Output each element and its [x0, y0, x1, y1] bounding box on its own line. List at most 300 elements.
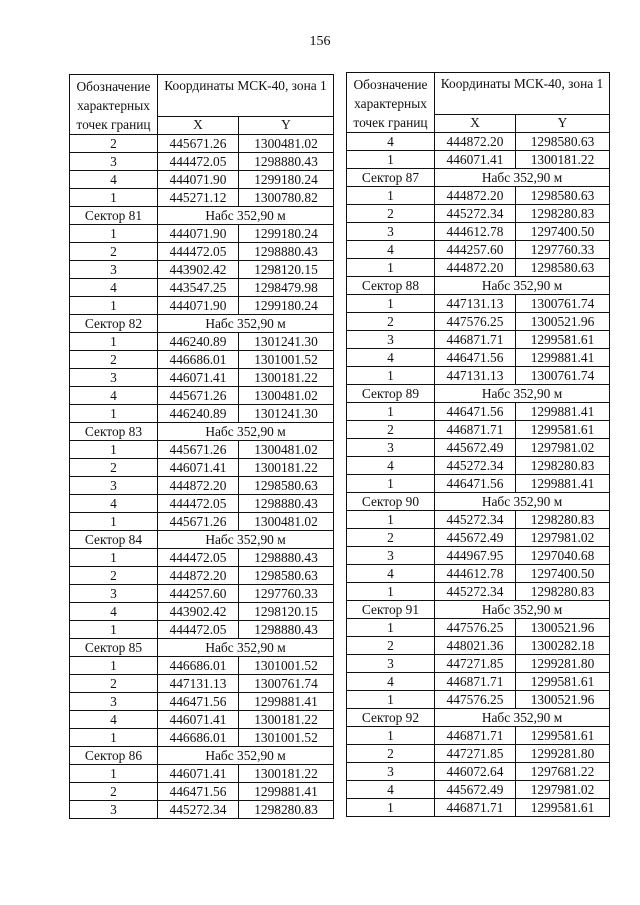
y-coordinate: 1300521.96 [516, 691, 610, 709]
y-coordinate: 1300181.22 [516, 151, 610, 169]
y-coordinate: 1300780.82 [239, 189, 334, 207]
x-coordinate: 444872.20 [435, 187, 516, 205]
sector-name: Сектор 83 [70, 423, 158, 441]
table-row [70, 261, 334, 279]
x-coordinate: 445271.12 [158, 189, 239, 207]
point-number: 4 [347, 673, 435, 691]
y-coordinate: 1297981.02 [516, 781, 610, 799]
y-coordinate: 1299281.80 [516, 745, 610, 763]
y-coordinate: 1298120.15 [239, 603, 334, 621]
x-coordinate: 444872.20 [158, 567, 239, 585]
y-coordinate: 1298580.63 [516, 187, 610, 205]
y-coordinate: 1298880.43 [239, 243, 334, 261]
table-row [347, 349, 610, 367]
x-coordinate: 444071.90 [158, 171, 239, 189]
table-row [70, 297, 334, 315]
x-coordinate: 445672.49 [435, 781, 516, 799]
height-value: Набс 352,90 м [435, 709, 610, 727]
point-number: 3 [347, 439, 435, 457]
x-coordinate: 443547.25 [158, 279, 239, 297]
point-number: 3 [347, 223, 435, 241]
y-coordinate: 1299881.41 [239, 693, 334, 711]
point-number: 1 [70, 729, 158, 747]
y-coordinate: 1299581.61 [516, 421, 610, 439]
y-coordinate: 1301241.30 [239, 333, 334, 351]
sector-row [70, 639, 334, 657]
point-number: 1 [70, 513, 158, 531]
table-row [347, 151, 610, 169]
coords-header: Координаты МСК-40, зона 1 [158, 75, 334, 117]
y-coordinate: 1299881.41 [239, 783, 334, 801]
point-number: 1 [70, 549, 158, 567]
y-coordinate: 1298880.43 [239, 621, 334, 639]
point-number: 1 [70, 333, 158, 351]
point-number: 2 [70, 459, 158, 477]
point-number: 4 [70, 711, 158, 729]
point-number: 2 [347, 529, 435, 547]
table-row [347, 583, 610, 601]
y-coordinate: 1299180.24 [239, 225, 334, 243]
point-number: 3 [70, 153, 158, 171]
table-row [70, 495, 334, 513]
x-coordinate: 444967.95 [435, 547, 516, 565]
y-coordinate: 1299881.41 [516, 403, 610, 421]
table-row [70, 153, 334, 171]
point-number: 1 [347, 259, 435, 277]
y-coordinate: 1297760.33 [239, 585, 334, 603]
height-value: Набс 352,90 м [435, 277, 610, 295]
point-number: 2 [70, 783, 158, 801]
point-number: 2 [347, 421, 435, 439]
table-row [347, 313, 610, 331]
sector-name: Сектор 81 [70, 207, 158, 225]
x-coordinate: 446071.41 [158, 711, 239, 729]
sector-name: Сектор 88 [347, 277, 435, 295]
sector-row [70, 423, 334, 441]
x-coordinate: 445671.26 [158, 441, 239, 459]
sector-name: Сектор 91 [347, 601, 435, 619]
x-coordinate: 446686.01 [158, 729, 239, 747]
y-coordinate: 1300481.02 [239, 513, 334, 531]
y-coordinate: 1299581.61 [516, 799, 610, 817]
y-coordinate: 1300481.02 [239, 387, 334, 405]
sector-name: Сектор 92 [347, 709, 435, 727]
x-coordinate: 445272.34 [435, 205, 516, 223]
x-coordinate: 446871.71 [435, 673, 516, 691]
sector-row [347, 493, 610, 511]
x-coordinate: 445671.26 [158, 387, 239, 405]
sector-row [347, 601, 610, 619]
y-header: Y [239, 116, 334, 134]
x-coordinate: 446071.41 [158, 459, 239, 477]
table-row [347, 439, 610, 457]
y-coordinate: 1300481.02 [239, 441, 334, 459]
table-row [70, 567, 334, 585]
x-coordinate: 444472.05 [158, 495, 239, 513]
designation-header: Обозначение характерных точек границ [347, 73, 435, 133]
point-number: 1 [347, 583, 435, 601]
page-number: 156 [309, 34, 331, 49]
point-number: 3 [70, 693, 158, 711]
sector-row [347, 169, 610, 187]
point-number: 1 [347, 187, 435, 205]
table-row [347, 763, 610, 781]
y-coordinate: 1298880.43 [239, 495, 334, 513]
table-row [70, 513, 334, 531]
table-row [70, 405, 334, 423]
point-number: 4 [70, 171, 158, 189]
point-number: 1 [70, 765, 158, 783]
coordinates-table-left [69, 74, 334, 819]
sector-name: Сектор 90 [347, 493, 435, 511]
table-row [347, 421, 610, 439]
sector-row [70, 315, 334, 333]
x-coordinate: 446471.56 [435, 475, 516, 493]
table-row [347, 367, 610, 385]
table-row [347, 781, 610, 799]
x-coordinate: 447576.25 [435, 691, 516, 709]
y-coordinate: 1298280.83 [516, 583, 610, 601]
point-number: 4 [70, 279, 158, 297]
x-coordinate: 443902.42 [158, 261, 239, 279]
x-coordinate: 445272.34 [435, 457, 516, 475]
table-row [347, 619, 610, 637]
x-coordinate: 446071.41 [158, 369, 239, 387]
sector-name: Сектор 85 [70, 639, 158, 657]
table-row [347, 673, 610, 691]
y-coordinate: 1300521.96 [516, 619, 610, 637]
table-body [70, 135, 334, 819]
table-row [347, 403, 610, 421]
y-coordinate: 1300181.22 [239, 369, 334, 387]
x-coordinate: 444612.78 [435, 565, 516, 583]
y-coordinate: 1299180.24 [239, 297, 334, 315]
height-value: Набс 352,90 м [158, 531, 334, 549]
y-coordinate: 1297981.02 [516, 439, 610, 457]
y-coordinate: 1298280.83 [516, 457, 610, 475]
y-coordinate: 1301241.30 [239, 405, 334, 423]
x-header: X [435, 114, 516, 132]
point-number: 1 [347, 475, 435, 493]
point-number: 4 [347, 457, 435, 475]
y-coordinate: 1300282.18 [516, 637, 610, 655]
x-coordinate: 446071.41 [158, 765, 239, 783]
table-row [347, 457, 610, 475]
table-row [70, 477, 334, 495]
x-coordinate: 444472.05 [158, 243, 239, 261]
x-coordinate: 446471.56 [158, 783, 239, 801]
sector-row [70, 531, 334, 549]
table-row [347, 655, 610, 673]
point-number: 2 [70, 567, 158, 585]
x-coordinate: 446471.56 [435, 349, 516, 367]
x-coordinate: 447576.25 [435, 619, 516, 637]
y-coordinate: 1299881.41 [516, 349, 610, 367]
x-coordinate: 446686.01 [158, 351, 239, 369]
y-coordinate: 1298280.83 [516, 511, 610, 529]
point-number: 1 [70, 621, 158, 639]
x-coordinate: 446471.56 [158, 693, 239, 711]
table-row [347, 691, 610, 709]
table-row [70, 459, 334, 477]
x-coordinate: 444071.90 [158, 297, 239, 315]
table-row [70, 783, 334, 801]
y-coordinate: 1299180.24 [239, 171, 334, 189]
height-value: Набс 352,90 м [158, 315, 334, 333]
point-number: 3 [347, 763, 435, 781]
point-number: 2 [70, 243, 158, 261]
height-value: Набс 352,90 м [158, 639, 334, 657]
point-number: 4 [347, 349, 435, 367]
x-coordinate: 444872.20 [435, 259, 516, 277]
point-number: 2 [347, 313, 435, 331]
table-row [347, 745, 610, 763]
table-row [347, 205, 610, 223]
y-coordinate: 1297400.50 [516, 223, 610, 241]
point-number: 4 [70, 387, 158, 405]
table-row [70, 333, 334, 351]
table-row [70, 387, 334, 405]
y-coordinate: 1300181.22 [239, 711, 334, 729]
point-number: 2 [347, 745, 435, 763]
x-coordinate: 445671.26 [158, 513, 239, 531]
x-coordinate: 444472.05 [158, 153, 239, 171]
y-coordinate: 1298580.63 [516, 259, 610, 277]
height-value: Набс 352,90 м [435, 169, 610, 187]
point-number: 1 [347, 691, 435, 709]
table-row [347, 799, 610, 817]
point-number: 3 [70, 477, 158, 495]
point-number: 4 [347, 133, 435, 151]
point-number: 1 [347, 367, 435, 385]
table-row [347, 727, 610, 745]
point-number: 2 [347, 637, 435, 655]
y-coordinate: 1300181.22 [239, 765, 334, 783]
x-coordinate: 446871.71 [435, 421, 516, 439]
x-coordinate: 446871.71 [435, 331, 516, 349]
x-coordinate: 445272.34 [435, 583, 516, 601]
table-row [347, 259, 610, 277]
y-coordinate: 1298280.83 [239, 801, 334, 819]
x-coordinate: 446071.41 [435, 151, 516, 169]
table-row [347, 295, 610, 313]
y-coordinate: 1300521.96 [516, 313, 610, 331]
table-row [70, 729, 334, 747]
height-value: Набс 352,90 м [158, 423, 334, 441]
y-coordinate: 1300761.74 [239, 675, 334, 693]
table-row [347, 637, 610, 655]
x-coordinate: 443902.42 [158, 603, 239, 621]
height-value: Набс 352,90 м [435, 601, 610, 619]
sector-row [347, 277, 610, 295]
x-coordinate: 447271.85 [435, 655, 516, 673]
y-coordinate: 1301001.52 [239, 351, 334, 369]
sector-row [70, 207, 334, 225]
x-coordinate: 446072.64 [435, 763, 516, 781]
point-number: 1 [70, 225, 158, 243]
point-number: 1 [347, 403, 435, 421]
x-coordinate: 445272.34 [435, 511, 516, 529]
y-header: Y [516, 114, 610, 132]
table-row [70, 585, 334, 603]
table-row [70, 711, 334, 729]
y-coordinate: 1298880.43 [239, 549, 334, 567]
y-coordinate: 1300481.02 [239, 135, 334, 153]
point-number: 1 [347, 511, 435, 529]
point-number: 2 [70, 351, 158, 369]
sector-row [347, 709, 610, 727]
x-coordinate: 447131.13 [158, 675, 239, 693]
table-row [70, 135, 334, 153]
x-coordinate: 444472.05 [158, 621, 239, 639]
point-number: 1 [347, 151, 435, 169]
table-row [70, 351, 334, 369]
y-coordinate: 1300181.22 [239, 459, 334, 477]
y-coordinate: 1298580.63 [516, 133, 610, 151]
y-coordinate: 1299581.61 [516, 727, 610, 745]
table-row [70, 369, 334, 387]
x-coordinate: 447576.25 [435, 313, 516, 331]
height-value: Набс 352,90 м [435, 385, 610, 403]
y-coordinate: 1297400.50 [516, 565, 610, 583]
y-coordinate: 1298120.15 [239, 261, 334, 279]
point-number: 3 [70, 261, 158, 279]
point-number: 3 [70, 585, 158, 603]
point-number: 4 [347, 781, 435, 799]
height-value: Набс 352,90 м [158, 747, 334, 765]
point-number: 1 [347, 295, 435, 313]
point-number: 3 [347, 331, 435, 349]
point-number: 1 [70, 297, 158, 315]
sector-name: Сектор 87 [347, 169, 435, 187]
table-row [70, 171, 334, 189]
sector-row [347, 385, 610, 403]
point-number: 4 [347, 565, 435, 583]
y-coordinate: 1298580.63 [239, 477, 334, 495]
y-coordinate: 1297681.22 [516, 763, 610, 781]
table-row [70, 621, 334, 639]
point-number: 3 [70, 369, 158, 387]
table-row [70, 675, 334, 693]
point-number: 3 [70, 801, 158, 819]
y-coordinate: 1299581.61 [516, 331, 610, 349]
table-row [70, 441, 334, 459]
sector-row [70, 747, 334, 765]
table-row [347, 331, 610, 349]
x-coordinate: 444257.60 [158, 585, 239, 603]
sector-name: Сектор 86 [70, 747, 158, 765]
table-row [70, 801, 334, 819]
y-coordinate: 1298280.83 [516, 205, 610, 223]
table-row [347, 529, 610, 547]
point-number: 2 [70, 135, 158, 153]
sector-name: Сектор 82 [70, 315, 158, 333]
table-row [347, 565, 610, 583]
point-number: 2 [347, 205, 435, 223]
table-row [70, 549, 334, 567]
point-number: 1 [347, 799, 435, 817]
y-coordinate: 1297981.02 [516, 529, 610, 547]
point-number: 4 [347, 241, 435, 259]
table-row [347, 187, 610, 205]
sector-name: Сектор 89 [347, 385, 435, 403]
x-coordinate: 445672.49 [435, 439, 516, 457]
table-row [347, 241, 610, 259]
coords-header: Координаты МСК-40, зона 1 [435, 73, 610, 115]
x-coordinate: 447271.85 [435, 745, 516, 763]
table-row [347, 475, 610, 493]
table-row [347, 547, 610, 565]
x-header: X [158, 116, 239, 134]
x-coordinate: 444472.05 [158, 549, 239, 567]
height-value: Набс 352,90 м [435, 493, 610, 511]
y-coordinate: 1299281.80 [516, 655, 610, 673]
x-coordinate: 444071.90 [158, 225, 239, 243]
y-coordinate: 1300761.74 [516, 295, 610, 313]
x-coordinate: 446871.71 [435, 727, 516, 745]
x-coordinate: 447131.13 [435, 295, 516, 313]
coordinates-table-right [346, 72, 610, 817]
point-number: 1 [347, 727, 435, 745]
x-coordinate: 448021.36 [435, 637, 516, 655]
point-number: 4 [70, 495, 158, 513]
x-coordinate: 446871.71 [435, 799, 516, 817]
y-coordinate: 1297760.33 [516, 241, 610, 259]
table-row [70, 603, 334, 621]
point-number: 3 [347, 547, 435, 565]
designation-header: Обозначение характерных точек границ [70, 75, 158, 135]
table-row [347, 511, 610, 529]
table-row [70, 693, 334, 711]
x-coordinate: 446240.89 [158, 333, 239, 351]
point-number: 1 [347, 619, 435, 637]
y-coordinate: 1299581.61 [516, 673, 610, 691]
x-coordinate: 445272.34 [158, 801, 239, 819]
table-row [70, 225, 334, 243]
table-row [70, 765, 334, 783]
point-number: 1 [70, 657, 158, 675]
y-coordinate: 1298880.43 [239, 153, 334, 171]
y-coordinate: 1301001.52 [239, 657, 334, 675]
table-row [70, 279, 334, 297]
x-coordinate: 444872.20 [158, 477, 239, 495]
x-coordinate: 445671.26 [158, 135, 239, 153]
x-coordinate: 447131.13 [435, 367, 516, 385]
y-coordinate: 1298580.63 [239, 567, 334, 585]
point-number: 1 [70, 405, 158, 423]
x-coordinate: 444257.60 [435, 241, 516, 259]
table-row [70, 243, 334, 261]
x-coordinate: 446240.89 [158, 405, 239, 423]
sector-name: Сектор 84 [70, 531, 158, 549]
table-row [347, 223, 610, 241]
height-value: Набс 352,90 м [158, 207, 334, 225]
y-coordinate: 1297040.68 [516, 547, 610, 565]
x-coordinate: 444612.78 [435, 223, 516, 241]
x-coordinate: 444872.20 [435, 133, 516, 151]
x-coordinate: 445672.49 [435, 529, 516, 547]
y-coordinate: 1298479.98 [239, 279, 334, 297]
y-coordinate: 1301001.52 [239, 729, 334, 747]
y-coordinate: 1300761.74 [516, 367, 610, 385]
table-body [347, 133, 610, 817]
table-row [347, 133, 610, 151]
table-row [70, 189, 334, 207]
point-number: 4 [70, 603, 158, 621]
table-row [70, 657, 334, 675]
point-number: 3 [347, 655, 435, 673]
x-coordinate: 446686.01 [158, 657, 239, 675]
